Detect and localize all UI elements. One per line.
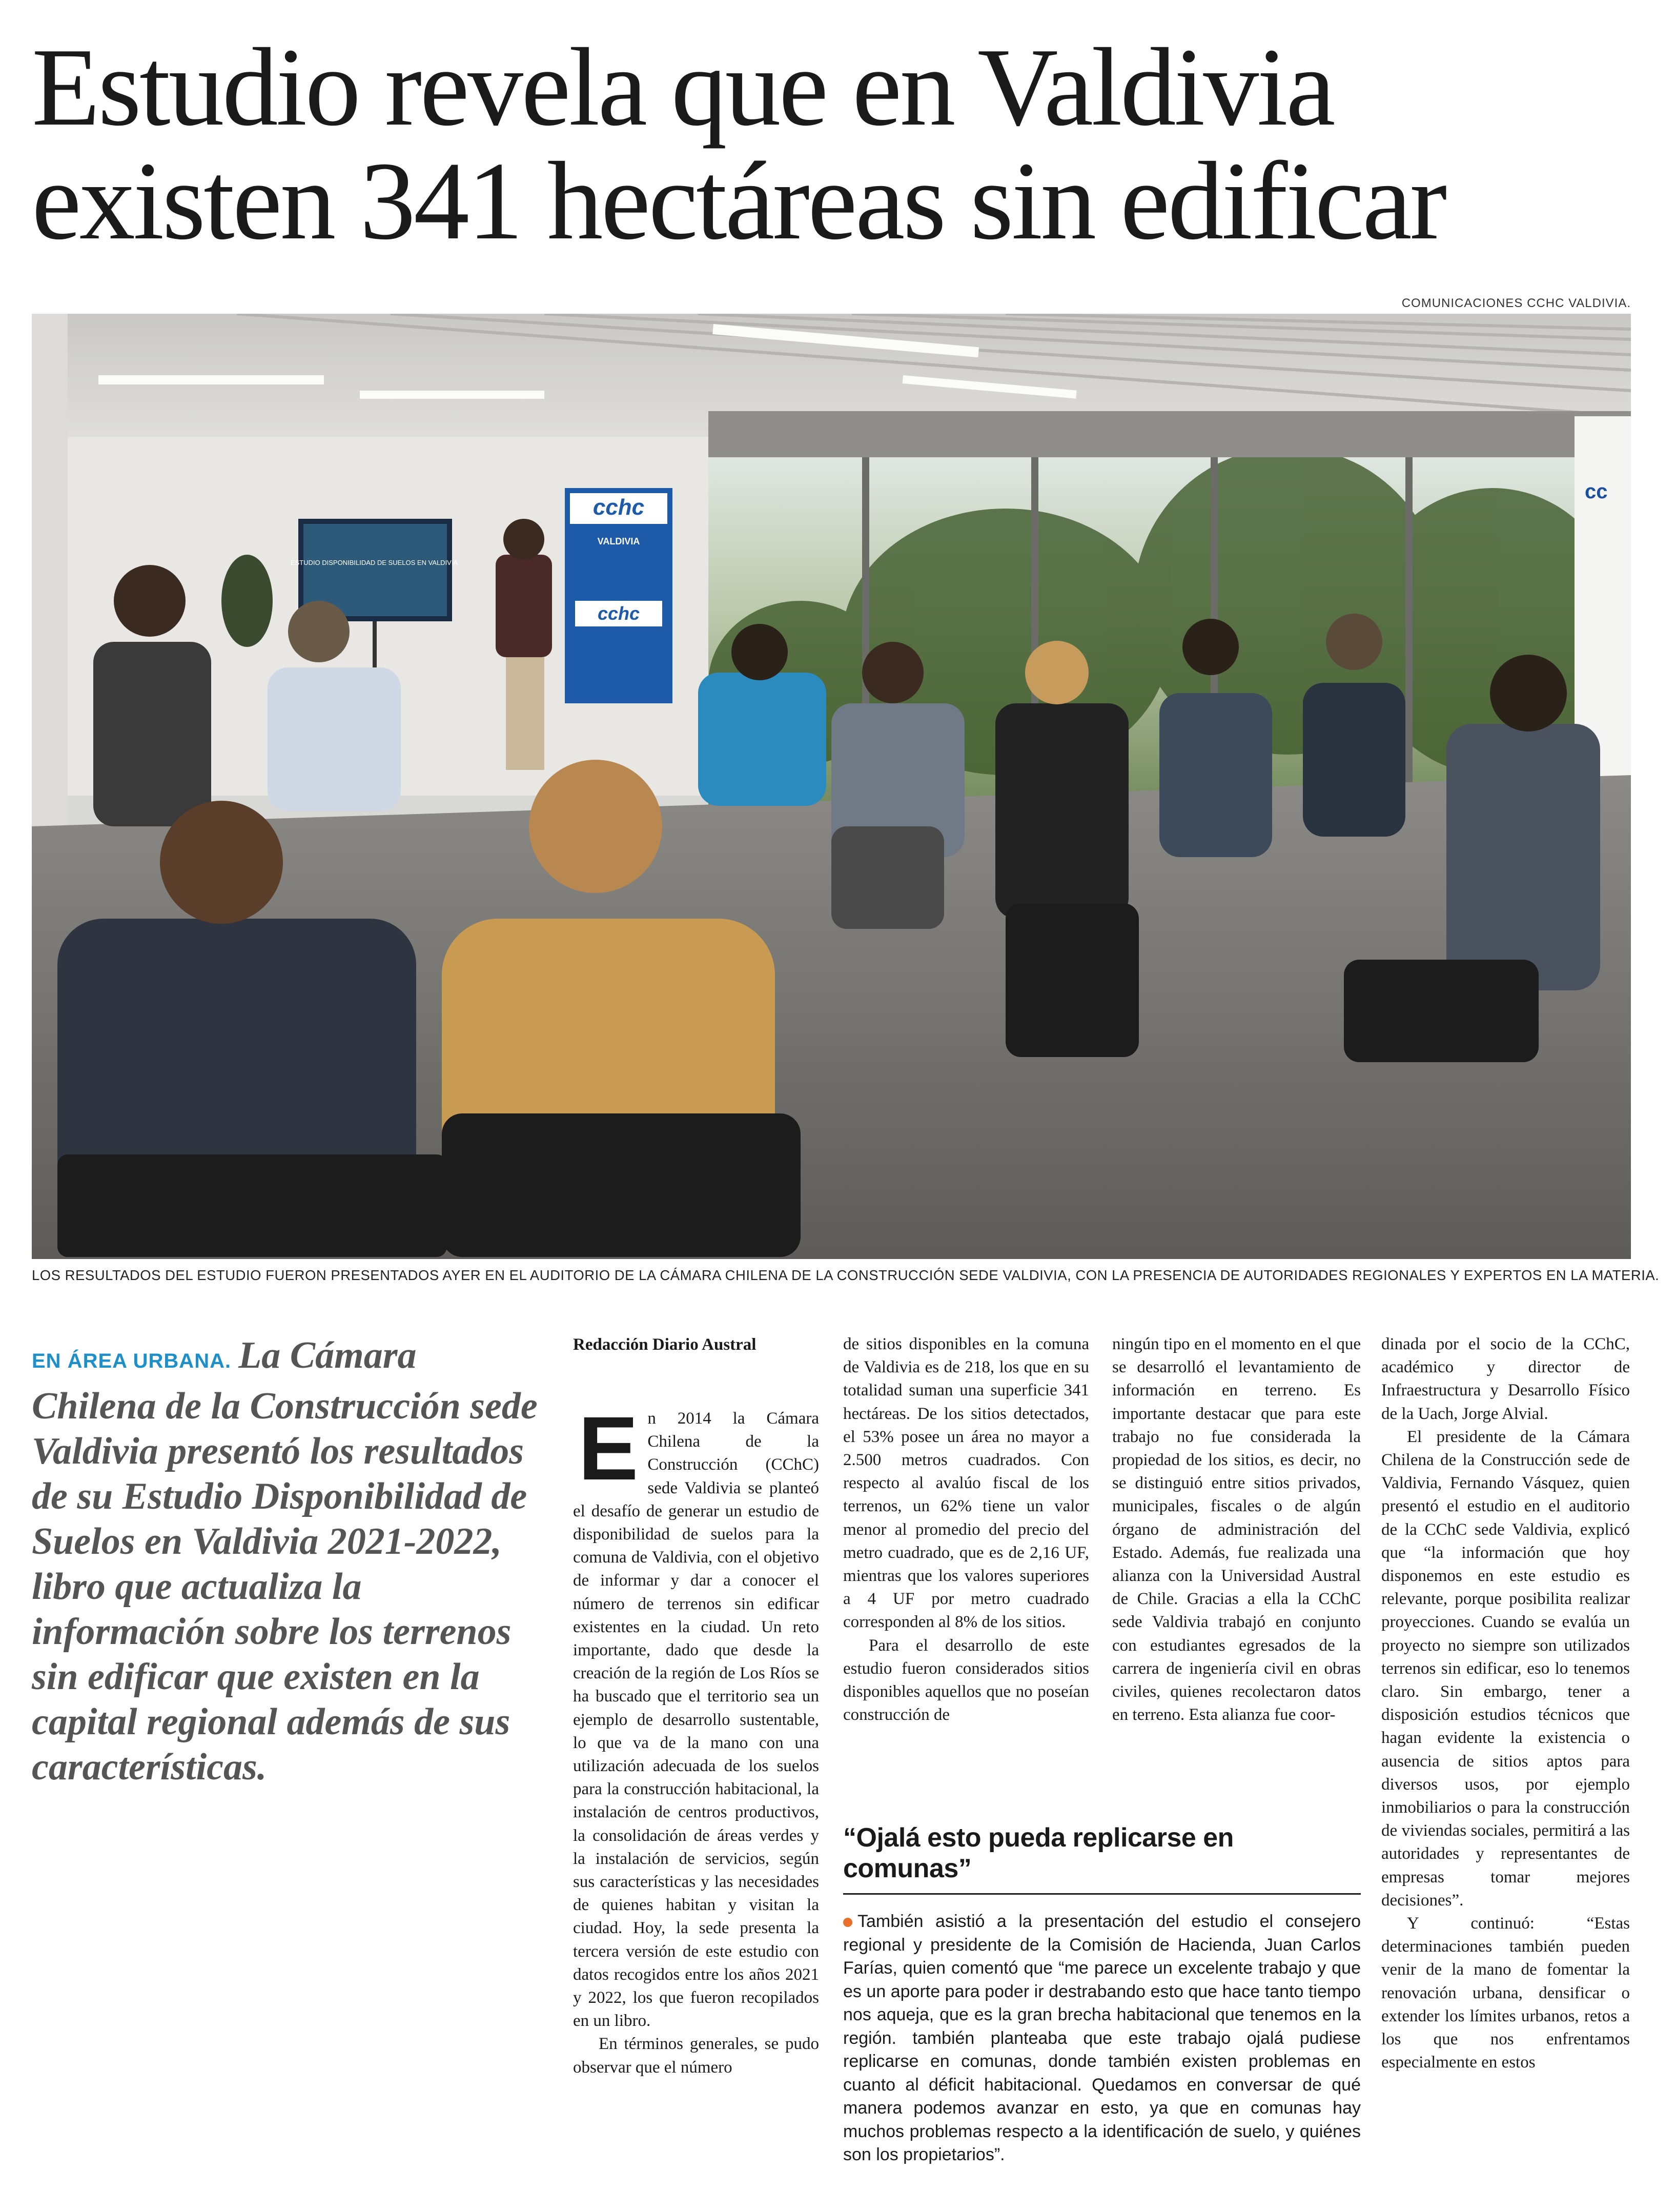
byline: Redacción Diario Austral xyxy=(573,1335,757,1354)
bullet-icon xyxy=(843,1918,852,1927)
svg-text:cc: cc xyxy=(1585,480,1608,503)
headline: Estudio revela que en Valdivia existen 341 hectáreas sin edificar xyxy=(32,26,1445,263)
drop-cap: E xyxy=(578,1398,639,1499)
screen-text: ESTUDIO DISPONIBILIDAD DE SUELOS EN VALDIVIA xyxy=(290,559,458,566)
sidebar-text-wrap xyxy=(843,1910,1361,2167)
article-column-1 xyxy=(573,1398,819,2079)
article-column-2 xyxy=(843,1333,1089,1727)
banner-sub: VALDIVIA xyxy=(597,536,640,546)
photo-credit: COMUNICACIONES CCHC VALDIVIA. xyxy=(1401,296,1631,310)
sidebar-text: También asistió a la presentación del estudio el consejero regional y presidente de la Comisión de Hacienda, Juan Carlos Farías, quien comentó que “me parece un excelente trabajo y que es un aporte para poder ir destrabando esto que hace tanto tiempo nos aqueja, que es la gran brecha habitacional que tenemos en la región. también planteaba que este trabajo ojalá pudiese replicarse en comunas, donde también existen problemas en cuanto al déficit habitacional. Quedamos en conversar de qué manera podemos avanzar en esto, ya que en comunas hay muchos problemas respecto a la identificación de suelo, y quiénes son los propietarios”. xyxy=(843,1912,1361,2164)
col4-paragraph-2: El presidente de la Cámara Chilena de la Construcción sede de Valdivia, Fernando Vásquez, quien presentó el estudio en el auditorio de la CChC sede Valdivia, explicó que “la información que hoy disponemos en este estudio es relevante, porque posibilita realizar proyecciones. Cuando se evalúa un proyecto no siempre son utilizados terrenos sin edificar, eso lo tenemos claro. Sin embargo, tener a disposición estudios técnicos que hagan evidente la existencia o ausencia de sitios aptos para diversos usos, por ejemplo inmobiliarios o para la construcción de viviendas sociales, permitirá a las autoridades y representantes de empresas tomar mejores decisiones”. xyxy=(1381,1427,1630,1910)
sidebar-title: “Ojalá esto pueda replicarse en comunas” xyxy=(843,1823,1234,1883)
sidebar-box xyxy=(843,1822,1361,2167)
col3-paragraph-1: ningún tipo en el momento en el que se desarrolló el levantamiento de información en terreno. Es importante destacar que para este trabajo no fue considerada la propiedad de los sitios, es decir, no se distinguió entre sitios privados, municipales, fiscales o de algún órgano de administración del Estado. Además, fue realizada una alianza con la Universidad Austral de Chile. Gracias a ella la CChC sede Valdivia trabajó en conjunto con estudiantes egresados de la carrera de ingeniería civil en obras civiles, quienes recolectaron datos en terreno. Esta alianza fue coor- xyxy=(1112,1335,1361,1724)
lede xyxy=(32,1333,544,1790)
col2-paragraph-2: Para el desarrollo de este estudio fueron considerados sitios disponibles aquellos que no poseían construcción de xyxy=(843,1636,1089,1724)
svg-text:cchc: cchc xyxy=(597,603,640,624)
banner-logo: cchc xyxy=(592,495,645,520)
article-column-4 xyxy=(1381,1333,1630,2075)
lede-text: La Cámara Chilena de la Construcción sede Valdivia presentó los resultados de su Estudio Disponibilidad de Suelos en Valdivia 2021-2022, libro que actualiza la información sobre los terrenos sin edificar que existen en la capital regional además de sus características. xyxy=(32,1334,538,1788)
event-photo xyxy=(32,314,1631,1259)
sidebar-rule xyxy=(843,1893,1361,1895)
col1-paragraph-1: n 2014 la Cámara Chilena de la Construcción (CChC) sede Valdivia se planteó el desafío de generar un estudio de disponibilidad de suelos para la comuna de Valdivia, con el objetivo de informar y dar a conocer el número de terrenos sin edificar existentes en la ciudad. Un reto importante, dado que desde la creación de la región de Los Ríos se ha buscado que el territorio sea un ejemplo de desarrollo sustentable, lo que va de la mano con una utilización adecuada de los suelos para la construcción habitacional, la instalación de centros productivos, la consolidación de áreas verdes y la instalación de servicios, según sus características y las necesidades de quienes habitan y visitan la ciudad. Hoy, la sede presenta la tercera versión de este estudio con datos recogidos entre los años 2021 y 2022, los que fueron recopilados en un libro. xyxy=(573,1409,819,2031)
article-column-3 xyxy=(1112,1333,1361,1727)
col1-paragraph-2: En términos generales, se pudo observar que el número xyxy=(573,2035,819,2077)
photo-caption: LOS RESULTADOS DEL ESTUDIO FUERON PRESENTADOS AYER EN EL AUDITORIO DE LA CÁMARA CHILENA DE LA CONSTRUCCIÓN SEDE VALDIVIA, CON LA PRESENCIA DE AUTORIDADES REGIONALES Y EXPERTOS EN LA MATERIA. xyxy=(32,1267,1660,1283)
col4-paragraph-3: Y continuó: “Estas determinaciones también pueden venir de la mano de fomentar la renovación urbana, densificar o extender los límites urbanos, retos a los que nos enfrentamos especialmente en estos xyxy=(1381,1914,1630,2072)
lede-kicker: EN ÁREA URBANA. xyxy=(32,1350,232,1372)
col4-paragraph-1: dinada por el socio de la CChC, académico y director de Infraestructura y Desarrollo Físico de la Uach, Jorge Alvial. xyxy=(1381,1335,1630,1423)
col2-paragraph-1: de sitios disponibles en la comuna de Valdivia es de 218, los que en su totalidad suman una superficie 341 hectáreas. De los sitios detectados, el 53% posee un área no mayor a 2.500 metros cuadrados. Con respecto al avalúo fiscal de los terrenos, un 62% tiene un valor menor al promedio del precio del metro cuadrado, que es de 2,16 UF, mientras que los valores superiores a 4 UF por metro cuadrado corresponden al 8% de los sitios. xyxy=(843,1335,1089,1632)
